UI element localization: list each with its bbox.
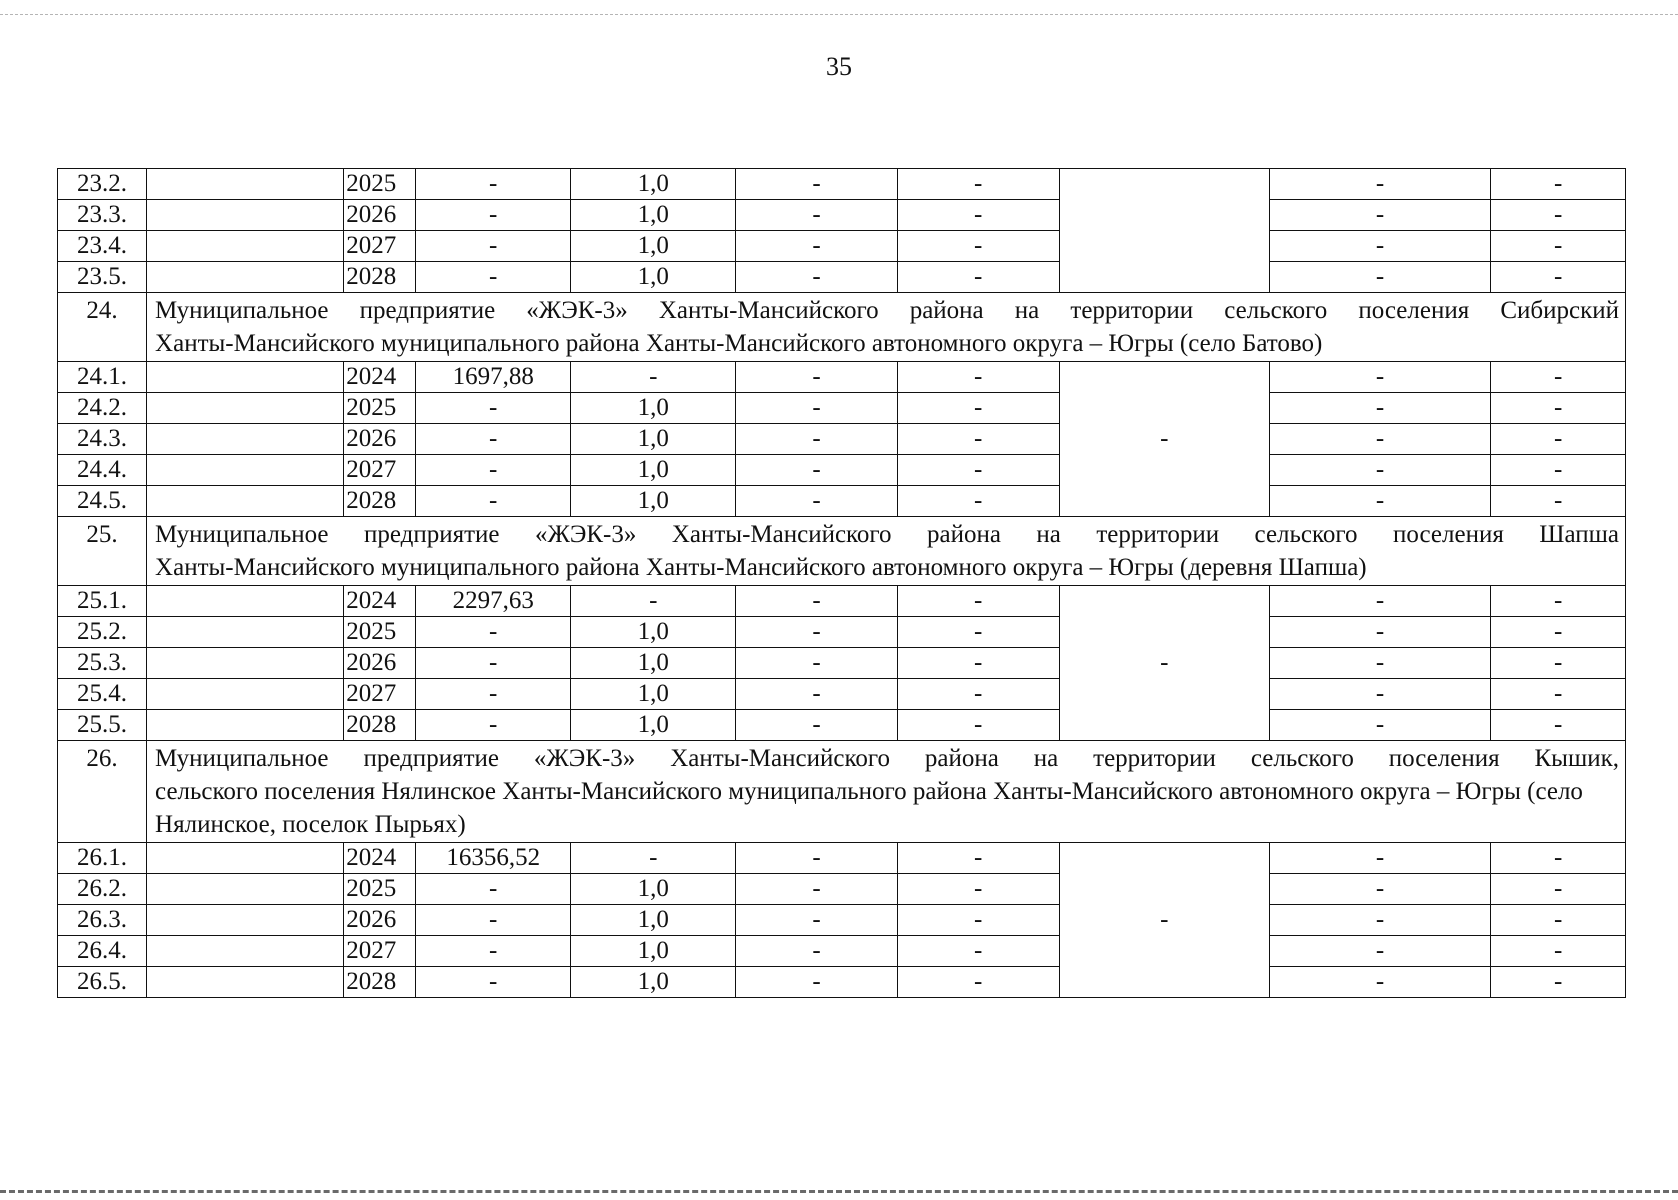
row-value-col9: - — [1491, 710, 1626, 741]
section-number: 25. — [58, 517, 147, 586]
row-number: 26.1. — [58, 843, 147, 874]
table-row — [58, 679, 1626, 710]
row-value-col9: - — [1491, 362, 1626, 393]
row-value-col4: 1,0 — [571, 424, 736, 455]
table-body — [58, 169, 1626, 998]
row-value-col5: - — [736, 231, 897, 262]
table-row — [58, 486, 1626, 517]
row-value-col3: - — [416, 905, 571, 936]
row-name-cell — [147, 262, 344, 293]
row-value-col8: - — [1269, 424, 1491, 455]
row-value-col5: - — [736, 393, 897, 424]
row-name-cell — [147, 874, 344, 905]
table-row — [58, 843, 1626, 874]
section-number: 26. — [58, 741, 147, 843]
row-value-col3: - — [416, 486, 571, 517]
table-row — [58, 362, 1626, 393]
row-value-col5: - — [736, 169, 897, 200]
row-number: 25.5. — [58, 710, 147, 741]
row-value-col6: - — [897, 231, 1059, 262]
row-value-col6: - — [897, 262, 1059, 293]
row-year: 2028 — [344, 486, 416, 517]
row-value-col6: - — [897, 362, 1059, 393]
merged-value-col7: - — [1059, 586, 1269, 741]
section-header-row — [58, 517, 1626, 586]
row-value-col8: - — [1269, 486, 1491, 517]
row-value-col5: - — [736, 905, 897, 936]
table-row — [58, 936, 1626, 967]
table-row — [58, 967, 1626, 998]
table-row — [58, 169, 1626, 200]
row-value-col3: - — [416, 617, 571, 648]
row-number: 26.3. — [58, 905, 147, 936]
row-value-col4: - — [571, 362, 736, 393]
row-value-col3: - — [416, 710, 571, 741]
row-value-col5: - — [736, 648, 897, 679]
row-value-col5: - — [736, 200, 897, 231]
row-value-col9: - — [1491, 486, 1626, 517]
row-name-cell — [147, 586, 344, 617]
row-value-col3: 1697,88 — [416, 362, 571, 393]
table-row — [58, 393, 1626, 424]
row-number: 24.3. — [58, 424, 147, 455]
row-value-col4: 1,0 — [571, 617, 736, 648]
row-value-col9: - — [1491, 169, 1626, 200]
row-value-col3: - — [416, 424, 571, 455]
row-value-col6: - — [897, 424, 1059, 455]
row-number: 23.3. — [58, 200, 147, 231]
section-title — [147, 741, 1626, 843]
section-number: 24. — [58, 293, 147, 362]
row-name-cell — [147, 200, 344, 231]
row-name-cell — [147, 362, 344, 393]
row-value-col5: - — [736, 455, 897, 486]
row-value-col6: - — [897, 967, 1059, 998]
row-value-col4: 1,0 — [571, 967, 736, 998]
row-value-col4: 1,0 — [571, 200, 736, 231]
row-name-cell — [147, 843, 344, 874]
row-value-col8: - — [1269, 231, 1491, 262]
row-name-cell — [147, 424, 344, 455]
row-value-col6: - — [897, 648, 1059, 679]
row-value-col8: - — [1269, 648, 1491, 679]
row-value-col9: - — [1491, 586, 1626, 617]
row-value-col5: - — [736, 967, 897, 998]
row-value-col6: - — [897, 936, 1059, 967]
section-title — [147, 517, 1626, 586]
row-value-col4: - — [571, 843, 736, 874]
row-value-col6: - — [897, 905, 1059, 936]
row-year: 2025 — [344, 874, 416, 905]
row-number: 24.4. — [58, 455, 147, 486]
row-value-col6: - — [897, 617, 1059, 648]
row-value-col3: - — [416, 200, 571, 231]
row-year: 2026 — [344, 424, 416, 455]
row-year: 2026 — [344, 905, 416, 936]
row-value-col6: - — [897, 874, 1059, 905]
row-number: 24.5. — [58, 486, 147, 517]
row-value-col9: - — [1491, 200, 1626, 231]
row-value-col5: - — [736, 262, 897, 293]
row-name-cell — [147, 393, 344, 424]
row-value-col8: - — [1269, 393, 1491, 424]
row-value-col8: - — [1269, 362, 1491, 393]
row-value-col9: - — [1491, 262, 1626, 293]
row-value-col6: - — [897, 169, 1059, 200]
row-number: 23.4. — [58, 231, 147, 262]
row-value-col3: - — [416, 231, 571, 262]
row-value-col9: - — [1491, 905, 1626, 936]
row-value-col9: - — [1491, 424, 1626, 455]
table-row — [58, 617, 1626, 648]
row-number: 26.5. — [58, 967, 147, 998]
row-year: 2024 — [344, 586, 416, 617]
row-value-col3: - — [416, 967, 571, 998]
row-value-col4: 1,0 — [571, 874, 736, 905]
section-title-continued: сельского поселения Нялинское Ханты-Мансийского муниципального района Ханты-Мансийского автономного округа – Югры (село Нялинское, поселок Пырьях) — [155, 778, 1583, 838]
scan-edge-bottom — [0, 1190, 1678, 1193]
row-number: 23.2. — [58, 169, 147, 200]
row-value-col9: - — [1491, 936, 1626, 967]
row-value-col4: 1,0 — [571, 393, 736, 424]
row-value-col5: - — [736, 424, 897, 455]
section-title — [147, 293, 1626, 362]
row-value-col9: - — [1491, 617, 1626, 648]
row-value-col3: - — [416, 169, 571, 200]
section-title-line-1: Муниципальное предприятие «ЖЭК-3» Ханты-Мансийского района на территории сельского поселения Шапша — [155, 521, 1619, 548]
row-value-col5: - — [736, 362, 897, 393]
row-name-cell — [147, 231, 344, 262]
row-value-col3: - — [416, 936, 571, 967]
row-name-cell — [147, 617, 344, 648]
row-year: 2028 — [344, 710, 416, 741]
row-value-col3: 2297,63 — [416, 586, 571, 617]
page-number: 35 — [826, 52, 852, 81]
row-name-cell — [147, 648, 344, 679]
merged-value-col7: - — [1059, 362, 1269, 517]
section-header-row — [58, 741, 1626, 843]
row-value-col4: 1,0 — [571, 455, 736, 486]
row-value-col4: 1,0 — [571, 905, 736, 936]
data-table — [57, 168, 1626, 998]
row-value-col5: - — [736, 843, 897, 874]
row-value-col4: 1,0 — [571, 262, 736, 293]
row-year: 2025 — [344, 169, 416, 200]
row-number: 25.4. — [58, 679, 147, 710]
table-row — [58, 424, 1626, 455]
row-value-col6: - — [897, 843, 1059, 874]
row-value-col5: - — [736, 586, 897, 617]
row-year: 2026 — [344, 200, 416, 231]
section-title-continued: Ханты-Мансийского муниципального района Ханты-Мансийского автономного округа – Югры (деревня Шапша) — [155, 554, 1367, 581]
row-value-col8: - — [1269, 843, 1491, 874]
row-value-col9: - — [1491, 455, 1626, 486]
row-value-col5: - — [736, 710, 897, 741]
row-year: 2027 — [344, 679, 416, 710]
row-value-col9: - — [1491, 843, 1626, 874]
row-value-col4: - — [571, 586, 736, 617]
row-value-col8: - — [1269, 200, 1491, 231]
row-name-cell — [147, 169, 344, 200]
row-value-col5: - — [736, 486, 897, 517]
row-year: 2024 — [344, 362, 416, 393]
row-number: 26.4. — [58, 936, 147, 967]
table-row — [58, 455, 1626, 486]
row-number: 25.2. — [58, 617, 147, 648]
row-value-col8: - — [1269, 586, 1491, 617]
row-value-col6: - — [897, 455, 1059, 486]
row-value-col4: 1,0 — [571, 936, 736, 967]
row-year: 2026 — [344, 648, 416, 679]
scan-edge-top — [0, 14, 1678, 15]
row-value-col5: - — [736, 617, 897, 648]
row-value-col6: - — [897, 586, 1059, 617]
row-name-cell — [147, 486, 344, 517]
row-number: 25.1. — [58, 586, 147, 617]
row-value-col9: - — [1491, 393, 1626, 424]
row-value-col9: - — [1491, 231, 1626, 262]
table-row — [58, 874, 1626, 905]
row-number: 24.2. — [58, 393, 147, 424]
row-value-col5: - — [736, 679, 897, 710]
row-value-col9: - — [1491, 679, 1626, 710]
table-row — [58, 648, 1626, 679]
row-year: 2028 — [344, 262, 416, 293]
row-year: 2025 — [344, 617, 416, 648]
row-year: 2027 — [344, 455, 416, 486]
row-year: 2027 — [344, 231, 416, 262]
row-value-col8: - — [1269, 262, 1491, 293]
section-header-row — [58, 293, 1626, 362]
section-title-continued: Ханты-Мансийского муниципального района Ханты-Мансийского автономного округа – Югры (село Батово) — [155, 330, 1323, 357]
section-title-line-1: Муниципальное предприятие «ЖЭК-3» Ханты-Мансийского района на территории сельского поселения Кышик, — [155, 745, 1619, 772]
table-row — [58, 231, 1626, 262]
table-row — [58, 905, 1626, 936]
row-value-col3: - — [416, 455, 571, 486]
row-value-col4: 1,0 — [571, 231, 736, 262]
row-value-col4: 1,0 — [571, 648, 736, 679]
row-value-col6: - — [897, 393, 1059, 424]
row-value-col3: - — [416, 874, 571, 905]
row-value-col9: - — [1491, 874, 1626, 905]
row-name-cell — [147, 936, 344, 967]
row-value-col8: - — [1269, 905, 1491, 936]
row-value-col9: - — [1491, 967, 1626, 998]
row-value-col4: 1,0 — [571, 710, 736, 741]
row-year: 2027 — [344, 936, 416, 967]
row-name-cell — [147, 679, 344, 710]
row-value-col3: - — [416, 262, 571, 293]
row-value-col6: - — [897, 200, 1059, 231]
row-value-col8: - — [1269, 169, 1491, 200]
row-value-col8: - — [1269, 967, 1491, 998]
row-value-col6: - — [897, 710, 1059, 741]
row-value-col5: - — [736, 936, 897, 967]
row-year: 2028 — [344, 967, 416, 998]
row-number: 25.3. — [58, 648, 147, 679]
row-value-col6: - — [897, 486, 1059, 517]
row-value-col3: - — [416, 648, 571, 679]
row-value-col3: - — [416, 393, 571, 424]
row-number: 24.1. — [58, 362, 147, 393]
row-value-col3: - — [416, 679, 571, 710]
row-value-col8: - — [1269, 679, 1491, 710]
row-number: 23.5. — [58, 262, 147, 293]
row-value-col8: - — [1269, 455, 1491, 486]
table-row — [58, 710, 1626, 741]
row-value-col8: - — [1269, 617, 1491, 648]
table-row — [58, 586, 1626, 617]
table-row — [58, 262, 1626, 293]
row-value-col5: - — [736, 874, 897, 905]
row-value-col3: 16356,52 — [416, 843, 571, 874]
merged-value-col7: - — [1059, 843, 1269, 998]
row-value-col4: 1,0 — [571, 679, 736, 710]
row-value-col4: 1,0 — [571, 169, 736, 200]
section-title-line-1: Муниципальное предприятие «ЖЭК-3» Ханты-Мансийского района на территории сельского поселения Сибирский — [155, 297, 1619, 324]
row-value-col8: - — [1269, 710, 1491, 741]
row-value-col6: - — [897, 679, 1059, 710]
table-row — [58, 200, 1626, 231]
merged-value-col7 — [1059, 169, 1269, 293]
row-name-cell — [147, 905, 344, 936]
row-name-cell — [147, 967, 344, 998]
row-value-col4: 1,0 — [571, 486, 736, 517]
row-number: 26.2. — [58, 874, 147, 905]
row-name-cell — [147, 455, 344, 486]
row-value-col8: - — [1269, 874, 1491, 905]
row-value-col8: - — [1269, 936, 1491, 967]
row-year: 2025 — [344, 393, 416, 424]
row-name-cell — [147, 710, 344, 741]
row-value-col9: - — [1491, 648, 1626, 679]
row-year: 2024 — [344, 843, 416, 874]
